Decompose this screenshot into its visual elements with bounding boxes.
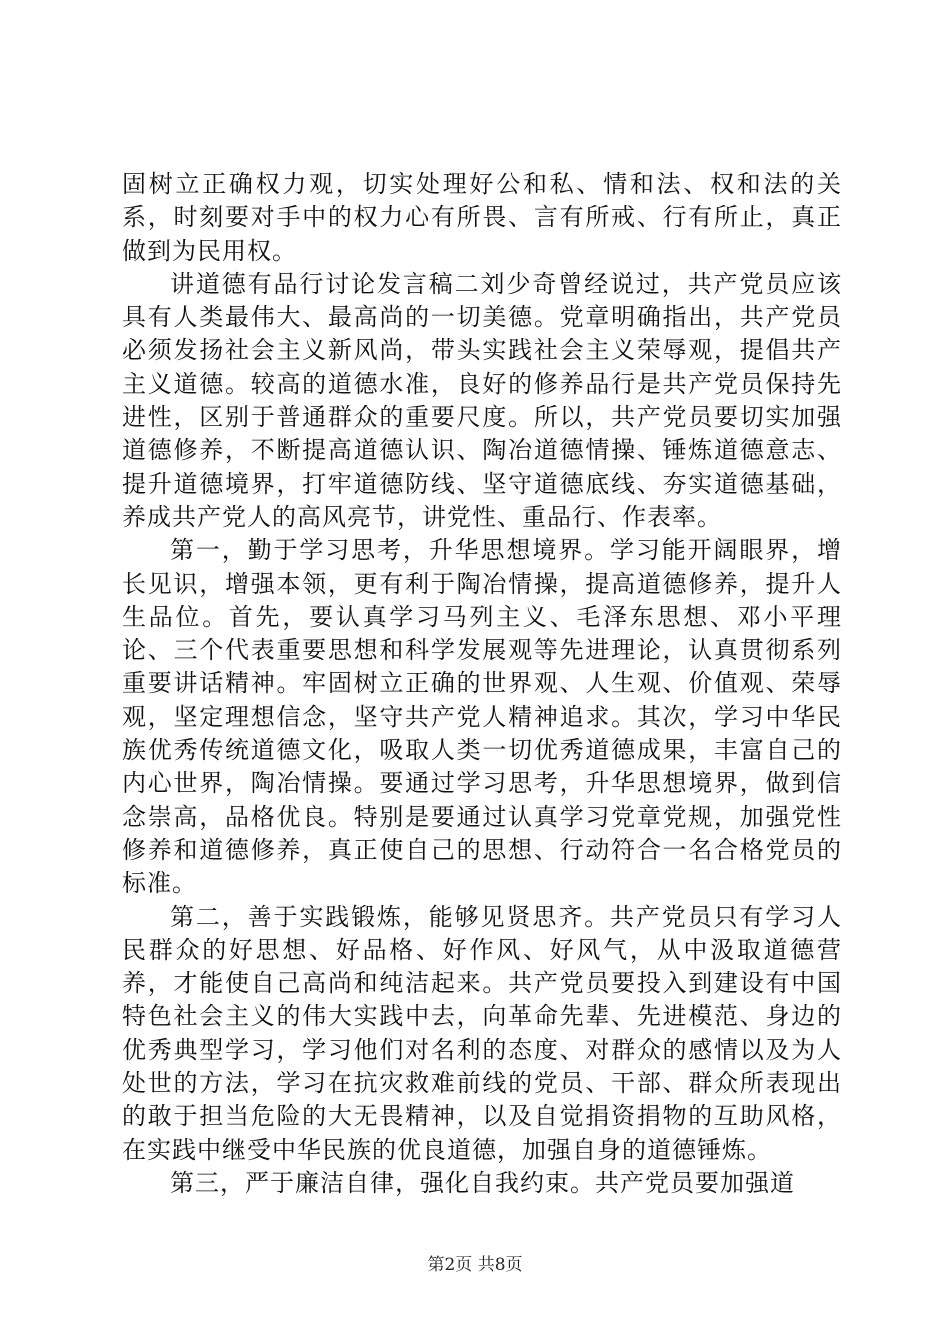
paragraph-first-point: 第一，勤于学习思考，升华思想境界。学习能开阔眼界，增长见识，增强本领，更有利于陶冶情操，提高道德修养，提升人生品位。首先，要认真学习马列主义、毛泽东思想、邓小平理论、三个代表重要思想和科学发展观等先进理论，认真贯彻系列重要讲话精神。牢固树立正确的世界观、人生观、价值观、荣辱观，坚定理想信念，坚守共产党人精神追求。其次，学习中华民族优秀传统道德文化，吸取人类一切优秀道德成果，丰富自己的内心世界，陶冶情操。要通过学习思考，升华思想境界，做到信念崇高，品格优良。特别是要通过认真学习党章党规，加强党性修养和道德修养，真正使自己的思想、行动符合一名合格党员的标准。 (122, 536, 842, 898)
page-number-footer: 第2页 共8页 (427, 1255, 523, 1275)
paragraph-third-point: 第三，严于廉洁自律，强化自我约束。共产党员要加强道 (170, 1168, 795, 1197)
paragraph-second-point: 第二，善于实践锻炼，能够见贤思齐。共产党员只有学习人民群众的好思想、好品格、好作风、好风气，从中汲取道德营养，才能使自己高尚和纯洁起来。共产党员要投入到建设有中国特色社会主义的伟大实践中去，向革命先辈、先进模范、身边的优秀典型学习，学习他们对名利的态度、对群众的感情以及为人处世的方法，学习在抗灾救难前线的党员、干部、群众所表现出的敢于担当危险的大无畏精神，以及自觉捐资捐物的互助风格，在实践中继受中华民族的优良道德，加强自身的道德锤炼。 (122, 902, 842, 1164)
document-body (122, 168, 842, 1200)
paragraph-continuation: 固树立正确权力观，切实处理好公和私、情和法、权和法的关系，时刻要对手中的权力心有所畏、言有所戒、行有所止，真正做到为民用权。 (122, 170, 842, 265)
paragraph-intro: 讲道德有品行讨论发言稿二刘少奇曾经说过，共产党员应该具有人类最伟大、最高尚的一切美德。党章明确指出，共产党员必须发扬社会主义新风尚，带头实践社会主义荣辱观，提倡共产主义道德。较高的道德水准，良好的修养品行是共产党员保持先进性，区别于普通群众的重要尺度。所以，共产党员要切实加强道德修养，不断提高道德认识、陶冶道德情操、锤炼道德意志、提升道德境界，打牢道德防线、坚守道德底线、夯实道德基础，养成共产党人的高风亮节，讲党性、重品行、作表率。 (122, 269, 842, 531)
